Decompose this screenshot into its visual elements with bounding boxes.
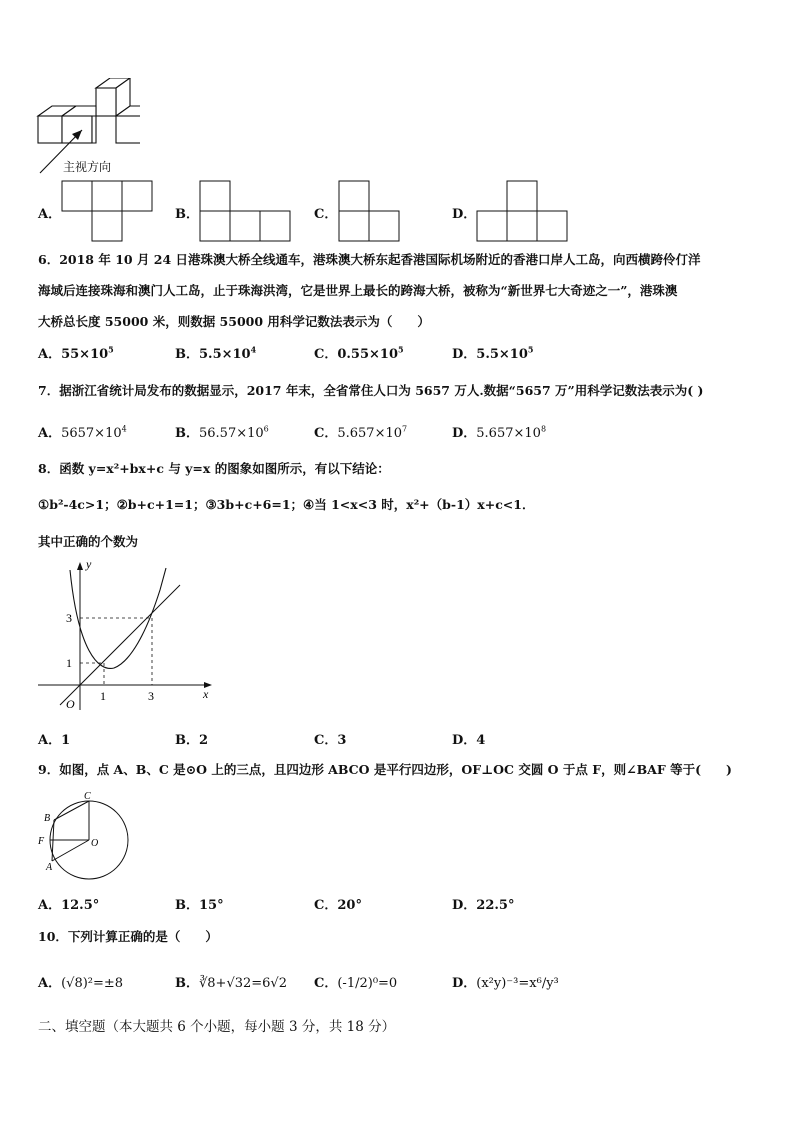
q9-option-d: D．22.5° xyxy=(452,898,515,913)
q5-option-d-label: D． xyxy=(452,207,477,222)
x-tick-3: 3 xyxy=(148,689,154,703)
origin-label: O xyxy=(66,697,75,711)
q6-option-c: C．$0.55\times 10^5$ xyxy=(314,344,404,362)
q8-conclusions: ①b²-4c>1；②b+c+1=1；③3b+c+6=1；④当 1<x<3 时，x²+（b-1）x+c<1． xyxy=(38,497,535,512)
q6-line-3: 大桥总长度 55000 米，则数据 55000 用科学记数法表示为（ ） xyxy=(38,314,430,329)
q5-option-c-label: C． xyxy=(314,207,338,222)
q5-option-c-figure xyxy=(338,180,402,242)
point-a-label: A xyxy=(46,862,53,873)
q5-option-d-figure xyxy=(476,180,570,242)
q10-stem: 10．下列计算正确的是（ ） xyxy=(38,929,218,944)
q8-option-a: A．1 xyxy=(38,733,71,748)
q6-option-a: A．$55\times 10^5$ xyxy=(38,344,114,362)
q8-function-graph xyxy=(30,550,220,715)
q8-question: 其中正确的个数为 xyxy=(38,534,139,549)
q5-option-a-figure xyxy=(61,180,155,242)
q10-option-a: A．(√8)²=±8 xyxy=(38,976,124,991)
y-tick-3: 3 xyxy=(66,611,72,625)
q6-option-d: D．$5.5\times 10^5$ xyxy=(452,344,534,362)
point-b-label: B xyxy=(44,813,51,824)
q10-option-b: B．∛8+√32=6√2 xyxy=(175,976,287,991)
q7-option-d: D．$5.657\times 10^8$ xyxy=(452,424,547,441)
y-tick-1: 1 xyxy=(66,656,72,670)
q9-circle-figure xyxy=(32,790,137,880)
q9-option-c: C．20° xyxy=(314,898,362,913)
q9-option-b: B．15° xyxy=(175,898,224,913)
view-direction-label: 主视方向 xyxy=(63,160,112,174)
q5-option-a-label: A． xyxy=(38,207,62,222)
q8-option-c: C．3 xyxy=(314,733,347,748)
point-c-label: C xyxy=(84,791,91,802)
point-f-label: F xyxy=(38,836,45,847)
q8-stem: 8．函数 y=x²+bx+c 与 y=x 的图象如图所示，有以下结论： xyxy=(38,461,390,476)
line-y-equals-x xyxy=(60,585,180,705)
x-tick-1: 1 xyxy=(100,689,106,703)
x-axis-label: x xyxy=(203,687,209,701)
q6-line-2: 海域后连接珠海和澳门人工岛，止于珠海洪湾，它是世界上最长的跨海大桥，被称为“新世界七大奇迹之一”，港珠澳 xyxy=(38,283,678,298)
point-o-label: O xyxy=(91,838,99,849)
section-2-heading: 二、填空题（本大题共 6 个小题，每小题 3 分，共 18 分） xyxy=(38,1019,396,1035)
q7-option-a: A．$5657\times 10^4$ xyxy=(38,424,127,441)
q10-option-d: D．(x²y)⁻³=x⁶/y³ xyxy=(452,976,559,991)
q7-option-c: C．$5.657\times 10^7$ xyxy=(314,424,408,441)
q8-option-d: D．4 xyxy=(452,733,486,748)
q8-option-b: B．2 xyxy=(175,733,209,748)
q10-option-c: C．(-1/2)⁰=0 xyxy=(314,976,398,991)
q6-line-1: 6．2018 年 10 月 24 日港珠澳大桥全线通车，港珠澳大桥东起香港国际机场附近的香港口岸人工岛，向西横跨伶仃洋 xyxy=(38,252,701,267)
q6-option-b: B．$5.5\times 10^4$ xyxy=(175,344,257,362)
y-axis-label: y xyxy=(86,557,92,571)
q9-stem: 9．如图，点 A、B、C 是⊙O 上的三点，且四边形 ABCO 是平行四边形，OF⊥OC 交圆 O 于点 F，则∠BAF 等于( ) xyxy=(38,762,732,777)
q5-option-b-label: B． xyxy=(175,207,199,222)
q7-option-b: B．$56.57\times 10^6$ xyxy=(175,424,269,441)
q5-option-b-figure xyxy=(199,180,293,242)
q7-stem: 7．据浙江省统计局发布的数据显示，2017 年末，全省常住人口为 5657 万人.数据“5657 万”用科学记数法表示为( ) xyxy=(38,383,704,398)
q9-option-a: A．12.5° xyxy=(38,898,100,913)
